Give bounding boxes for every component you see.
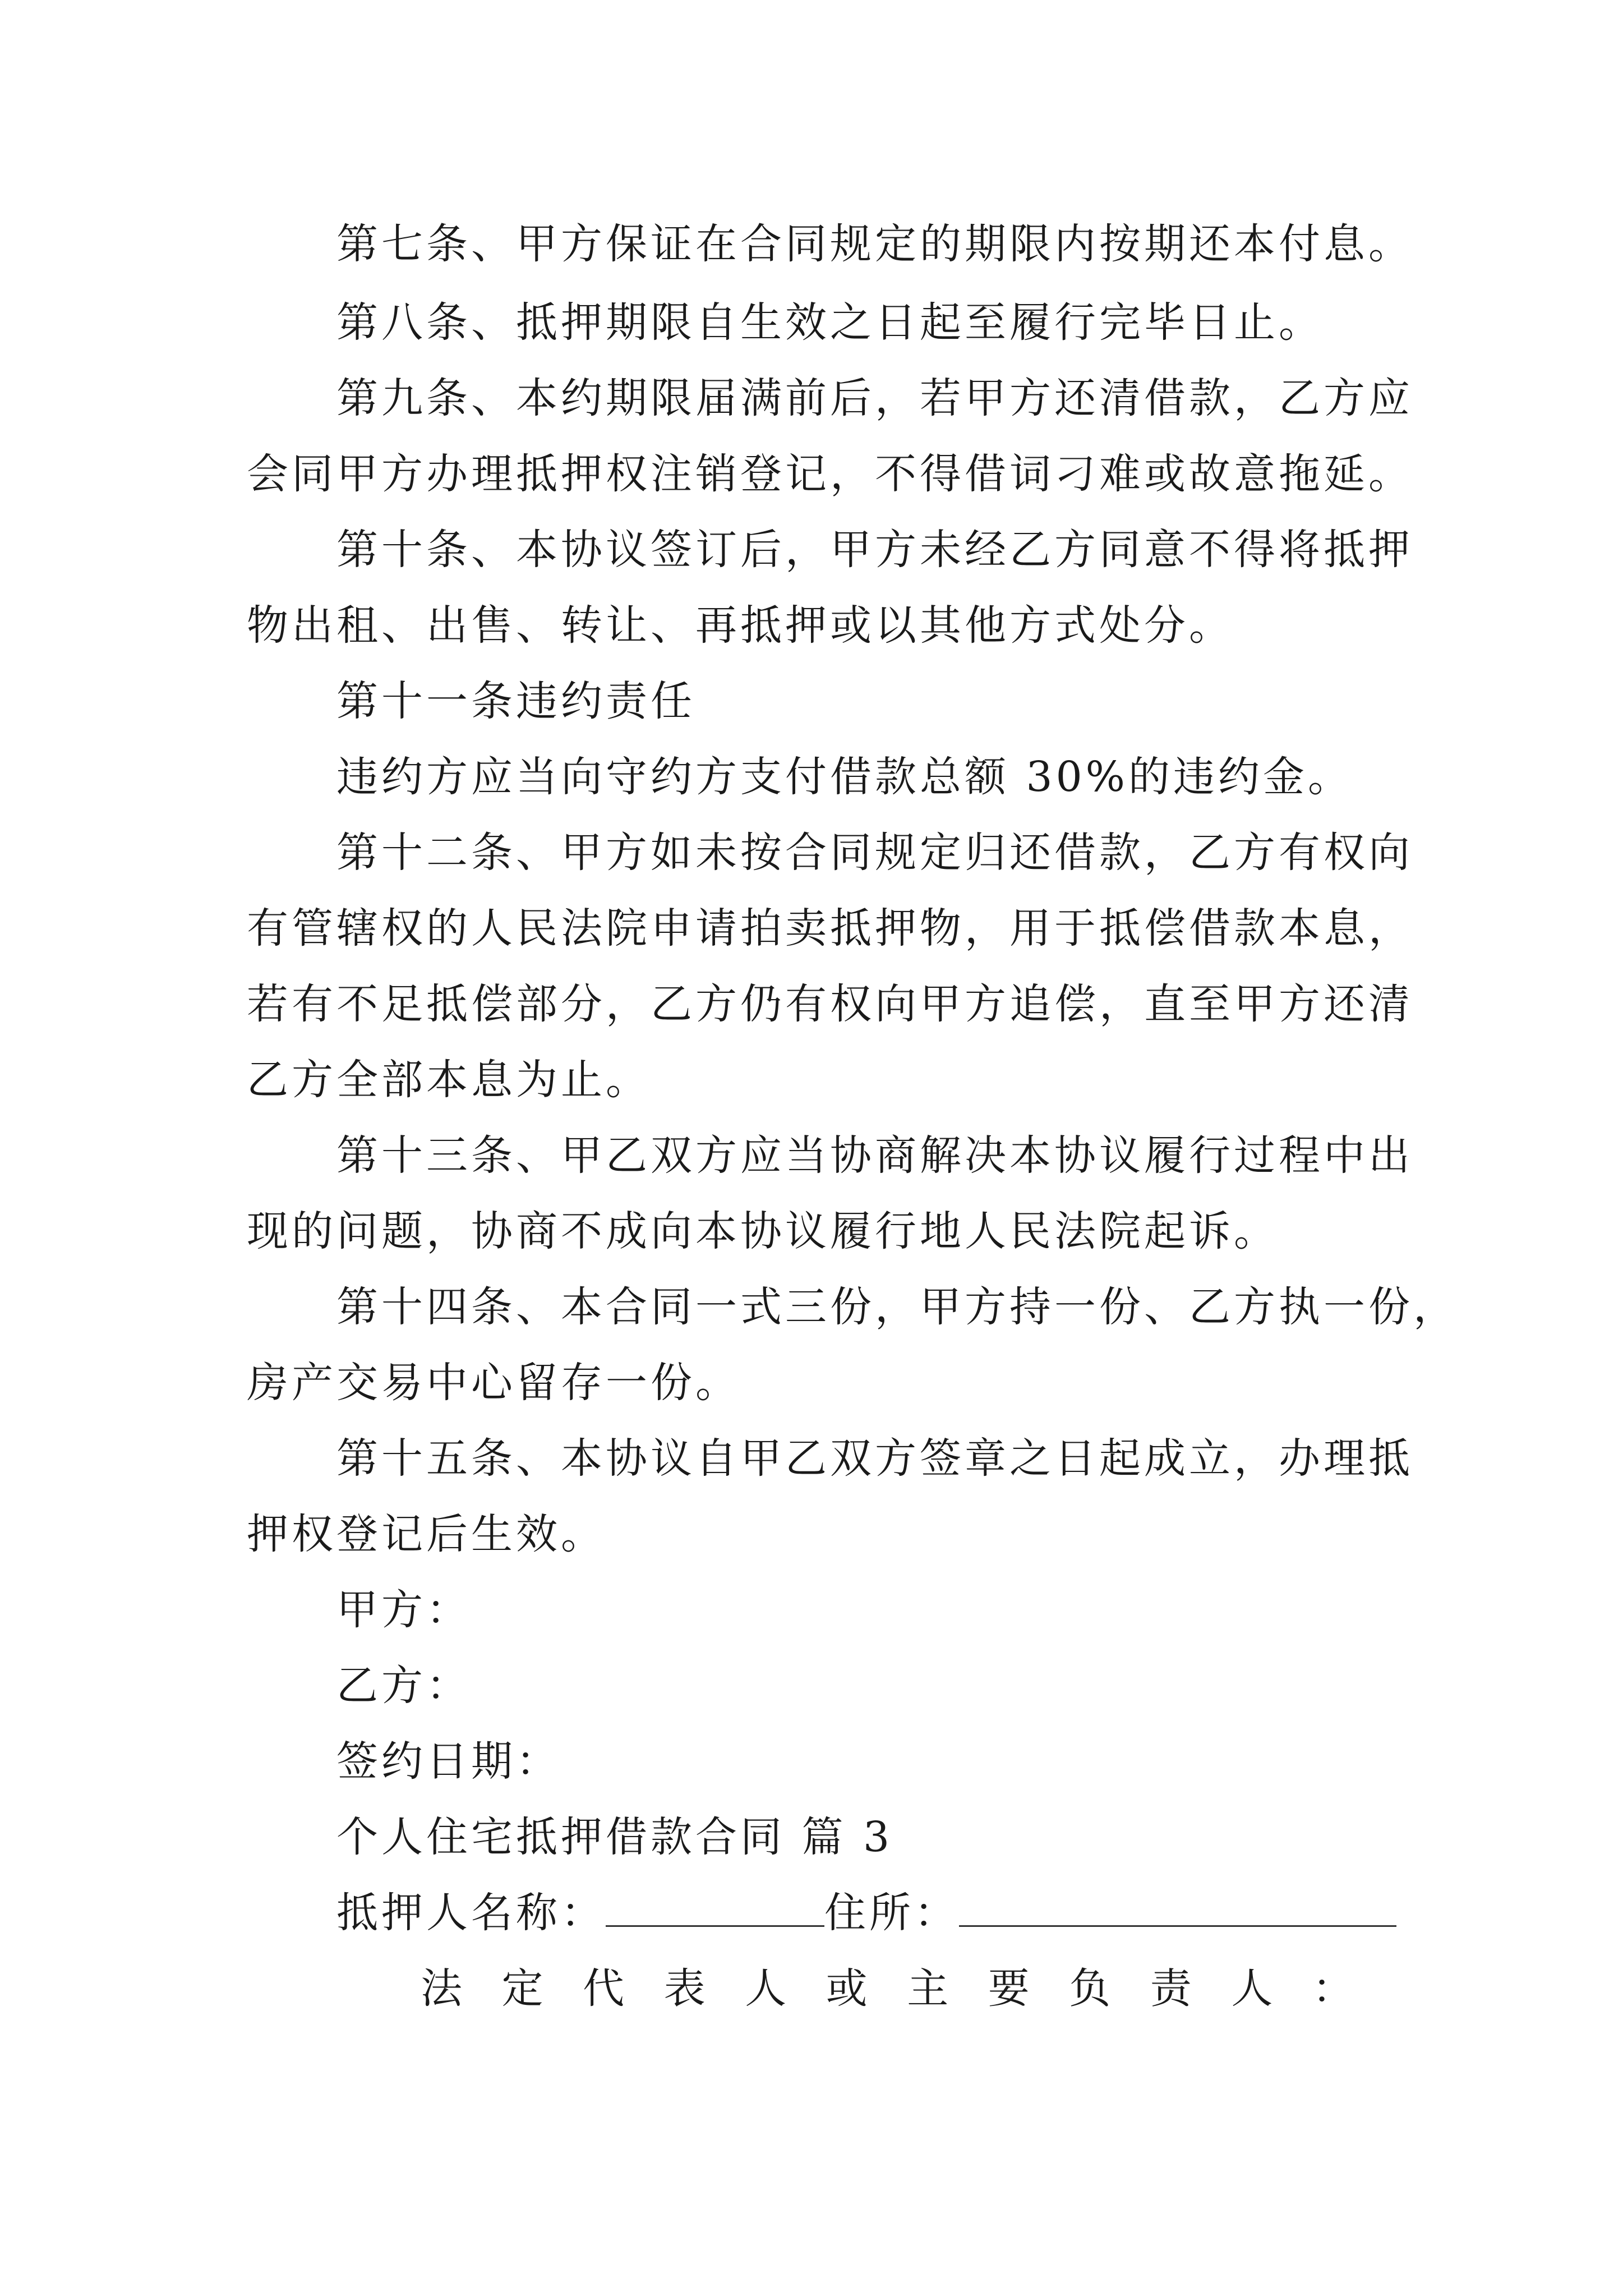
legal-representative-line bbox=[421, 1958, 1357, 2019]
clause-9-line-1: 第九条、本约期限届满前后，若甲方还清借款，乙方应 bbox=[336, 374, 1413, 422]
clause-11-body: 违约方应当向守约方支付借款总额 30%的违约金。 bbox=[336, 753, 1353, 801]
legal-rep-char: 人 bbox=[745, 1964, 790, 2013]
address-label: 住所： bbox=[824, 1889, 959, 1937]
clause-13-line-1: 第十三条、甲乙双方应当协商解决本协议履行过程中出 bbox=[336, 1131, 1413, 1180]
legal-rep-char: 法 bbox=[421, 1964, 465, 2013]
pledgor-name-label: 抵押人名称： bbox=[336, 1889, 606, 1937]
clause-9-line-2: 会同甲方办理抵押权注销登记，不得借词刁难或故意拖延。 bbox=[247, 450, 1413, 498]
clause-8-line: 第八条、抵押期限自生效之日起至履行完毕日止。 bbox=[336, 298, 1324, 347]
legal-rep-char: 定 bbox=[501, 1964, 547, 2013]
clause-15-line-2: 押权登记后生效。 bbox=[247, 1510, 606, 1558]
pledgor-info-line bbox=[336, 1882, 1486, 1944]
clause-12-line-4: 乙方全部本息为止。 bbox=[247, 1056, 651, 1104]
legal-rep-char: 要 bbox=[988, 1964, 1033, 2013]
clause-15-line-1: 第十五条、本协议自甲乙双方签章之日起成立，办理抵 bbox=[336, 1434, 1413, 1483]
signing-date-label: 签约日期： bbox=[336, 1737, 561, 1786]
clause-12-line-2: 有管辖权的人民法院申请拍卖抵押物，用于抵偿借款本息， bbox=[247, 904, 1413, 953]
clause-12-line-3: 若有不足抵偿部分，乙方仍有权向甲方追偿，直至甲方还清 bbox=[247, 980, 1413, 1028]
legal-rep-char: 负 bbox=[1069, 1964, 1114, 2013]
pledgor-name-blank bbox=[606, 1886, 824, 1927]
legal-rep-char: 表 bbox=[663, 1964, 709, 2013]
clause-12-line-1: 第十二条、甲方如未按合同规定归还借款，乙方有权向 bbox=[336, 829, 1413, 877]
legal-rep-char: 主 bbox=[907, 1964, 952, 2013]
legal-rep-char: ： bbox=[1312, 1964, 1357, 2013]
legal-rep-char: 代 bbox=[583, 1964, 628, 2013]
clause-10-line-2: 物出租、出售、转让、再抵押或以其他方式处分。 bbox=[247, 601, 1234, 650]
party-a-label: 甲方： bbox=[336, 1586, 471, 1634]
clause-14-line-1: 第十四条、本合同一式三份，甲方持一份、乙方执一份， bbox=[336, 1283, 1458, 1331]
clause-13-line-2: 现的问题，协商不成向本协议履行地人民法院起诉。 bbox=[247, 1207, 1279, 1255]
clause-7-line: 第七条、甲方保证在合同规定的期限内按期还本付息。 bbox=[336, 220, 1413, 268]
clause-14-line-2: 房产交易中心留存一份。 bbox=[247, 1359, 740, 1407]
legal-rep-char: 或 bbox=[826, 1964, 871, 2013]
legal-rep-char: 人 bbox=[1231, 1964, 1276, 2013]
address-blank bbox=[959, 1886, 1396, 1927]
legal-rep-char: 责 bbox=[1150, 1964, 1195, 2013]
party-b-label: 乙方： bbox=[336, 1662, 471, 1710]
section-title: 个人住宅抵押借款合同 篇 3 bbox=[336, 1813, 893, 1861]
clause-11-heading: 第十一条违约责任 bbox=[336, 677, 695, 725]
clause-10-line-1: 第十条、本协议签订后，甲方未经乙方同意不得将抵押 bbox=[336, 526, 1413, 574]
